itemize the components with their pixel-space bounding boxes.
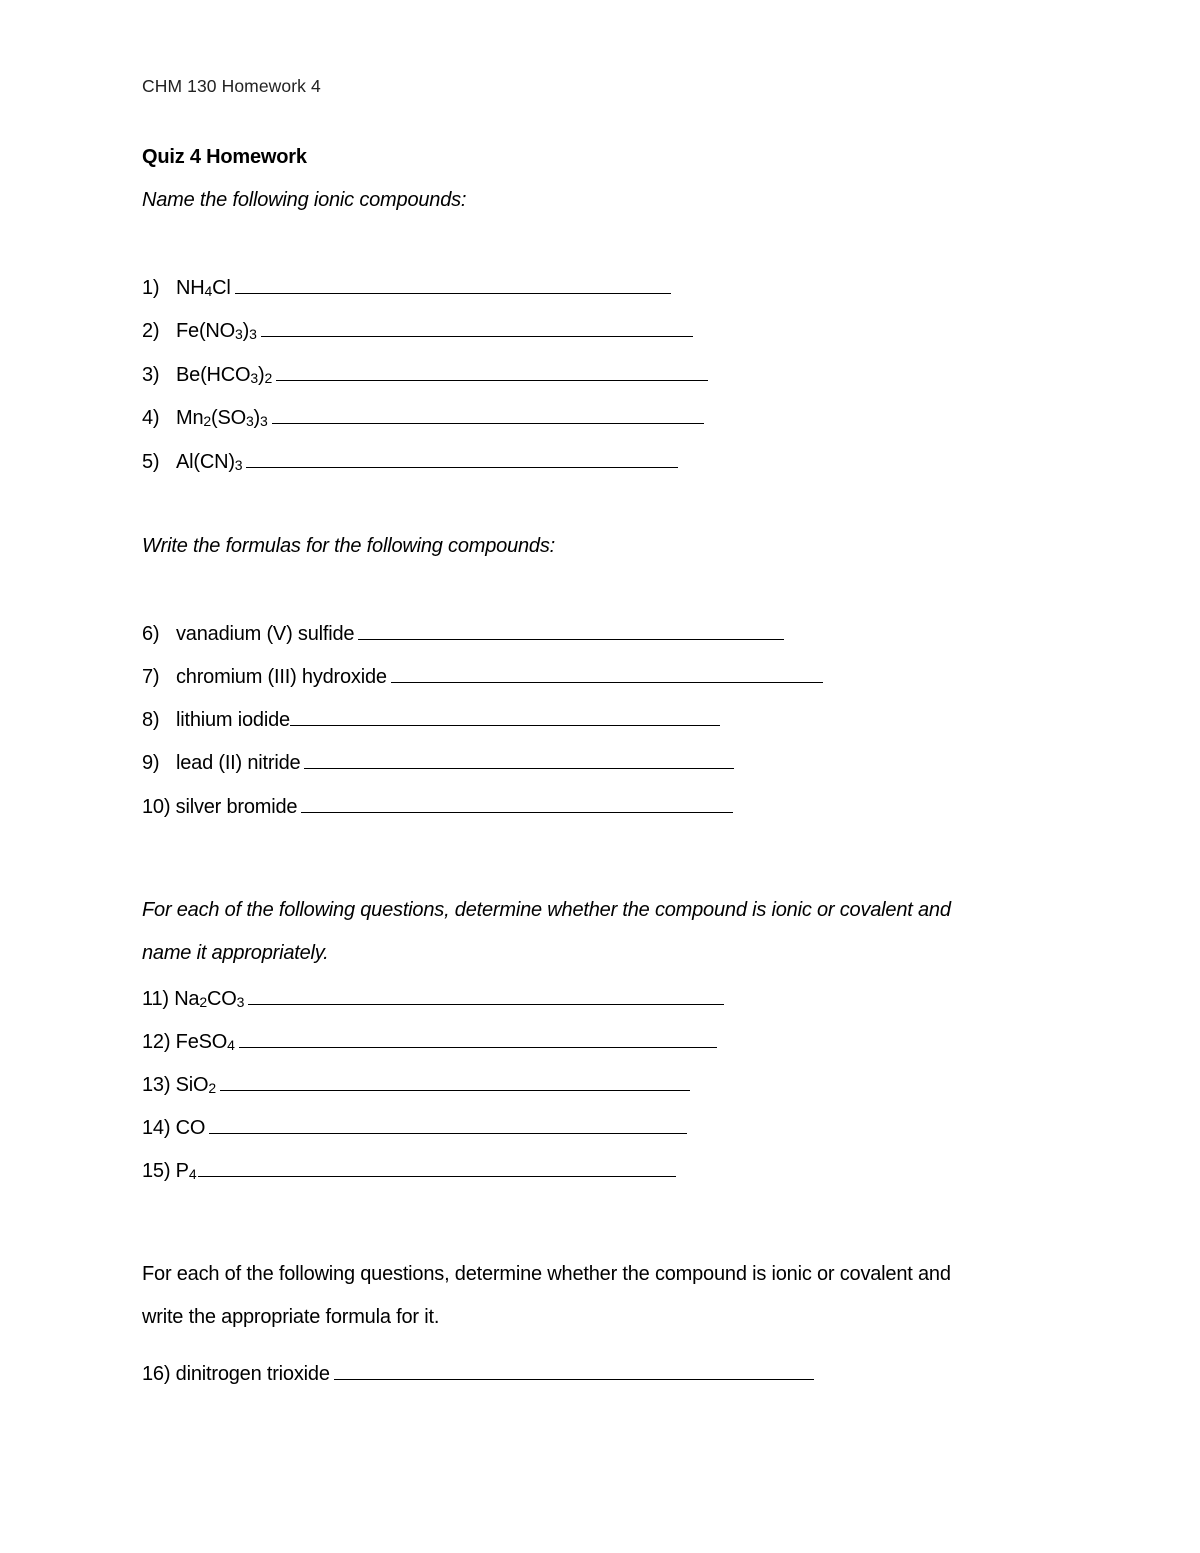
answer-blank[interactable]: [261, 317, 693, 337]
formula-subscript: 4: [188, 1166, 197, 1182]
question-number: 11): [142, 988, 169, 1010]
question-8: [142, 706, 720, 732]
question-number: 13): [142, 1074, 171, 1096]
formula-part: ): [253, 407, 261, 429]
question-7: [142, 663, 823, 689]
compound-name: silver bromide: [175, 796, 298, 818]
formula-subscript: 4: [227, 1037, 235, 1053]
question-number: 10): [142, 796, 171, 818]
formula-subscript: 2: [199, 994, 207, 1010]
answer-blank[interactable]: [209, 1114, 687, 1134]
formula-part: Be(HCO: [176, 364, 251, 386]
formula-subscript: 2: [203, 413, 211, 429]
compound-name: chromium (III) hydroxide: [176, 666, 387, 688]
compound-name: vanadium (V) sulfide: [176, 623, 355, 645]
question-12: [142, 1028, 717, 1054]
compound-name: dinitrogen trioxide: [175, 1363, 330, 1385]
answer-blank[interactable]: [246, 448, 678, 468]
formula-part: CO: [206, 988, 237, 1010]
answer-blank[interactable]: [290, 706, 720, 726]
question-5: [142, 448, 678, 474]
formula-part: (SO: [210, 407, 246, 429]
formula-subscript: 4: [204, 283, 213, 299]
compound-name: lithium iodide: [176, 709, 290, 731]
compound-name: lead (II) nitride: [176, 752, 301, 774]
section3-instruction-line1: For each of the following questions, determine whether the compound is ionic or covalent and: [142, 899, 951, 921]
formula-subscript: 3: [250, 370, 258, 386]
formula-subscript: 3: [249, 326, 257, 342]
formula-part: CO: [175, 1117, 206, 1139]
answer-blank[interactable]: [272, 404, 704, 424]
formula-subscript: 3: [236, 994, 245, 1010]
question-3: [142, 361, 708, 387]
question-11: [142, 985, 724, 1011]
answer-blank[interactable]: [304, 749, 734, 769]
section4-instruction-line1: For each of the following questions, determine whether the compound is ionic or covalent and: [142, 1263, 951, 1285]
answer-blank[interactable]: [198, 1157, 676, 1177]
question-number: 1): [142, 277, 160, 299]
question-number: 16): [142, 1363, 171, 1385]
formula-part: Na: [174, 988, 200, 1010]
formula-part: P: [175, 1160, 189, 1182]
formula-part: NH: [176, 277, 205, 299]
question-14: [142, 1114, 687, 1140]
page-title: Quiz 4 Homework: [142, 146, 307, 168]
question-13: [142, 1071, 690, 1097]
formula-part: Cl: [212, 277, 231, 299]
question-number: 15): [142, 1160, 171, 1182]
answer-blank[interactable]: [391, 663, 823, 683]
formula-part: SiO: [175, 1074, 209, 1096]
answer-blank[interactable]: [276, 361, 708, 381]
question-number: 12): [142, 1031, 171, 1053]
section3-instruction-line2: name it appropriately.: [142, 942, 329, 964]
formula-part: Mn: [176, 407, 204, 429]
answer-blank[interactable]: [235, 274, 671, 294]
question-1: [142, 274, 671, 300]
question-number: 9): [142, 752, 160, 774]
answer-blank[interactable]: [220, 1071, 690, 1091]
question-9: [142, 749, 734, 775]
formula-part: Al(CN): [176, 451, 235, 473]
question-number: 7): [142, 666, 160, 688]
answer-blank[interactable]: [301, 793, 733, 813]
question-number: 3): [142, 364, 160, 386]
formula-part: Fe(NO: [176, 320, 236, 342]
answer-blank[interactable]: [358, 620, 784, 640]
question-number: 2): [142, 320, 160, 342]
section2-instruction: Write the formulas for the following compounds:: [142, 535, 556, 557]
formula-part: ): [257, 364, 265, 386]
question-number: 8): [142, 709, 160, 731]
question-number: 5): [142, 451, 160, 473]
formula-subscript: 3: [234, 457, 243, 473]
formula-part: ): [242, 320, 250, 342]
question-number: 4): [142, 407, 160, 429]
formula-subscript: 3: [235, 326, 243, 342]
answer-blank[interactable]: [239, 1028, 717, 1048]
question-2: [142, 317, 693, 343]
answer-blank[interactable]: [248, 985, 724, 1005]
question-10: [142, 793, 733, 819]
formula-subscript: 3: [260, 413, 268, 429]
question-15: [142, 1157, 676, 1183]
question-4: [142, 404, 704, 430]
answer-blank[interactable]: [334, 1360, 814, 1380]
question-6: [142, 620, 784, 646]
formula-subscript: 2: [208, 1080, 217, 1096]
page-header: CHM 130 Homework 4: [142, 76, 321, 96]
section1-instruction: Name the following ionic compounds:: [142, 189, 467, 211]
formula-subscript: 3: [245, 413, 254, 429]
question-number: 6): [142, 623, 160, 645]
section4-instruction-line2: write the appropriate formula for it.: [142, 1306, 440, 1328]
question-number: 14): [142, 1117, 171, 1139]
question-16: [142, 1360, 814, 1386]
formula-subscript: 2: [264, 370, 273, 386]
formula-part: FeSO: [175, 1031, 228, 1053]
